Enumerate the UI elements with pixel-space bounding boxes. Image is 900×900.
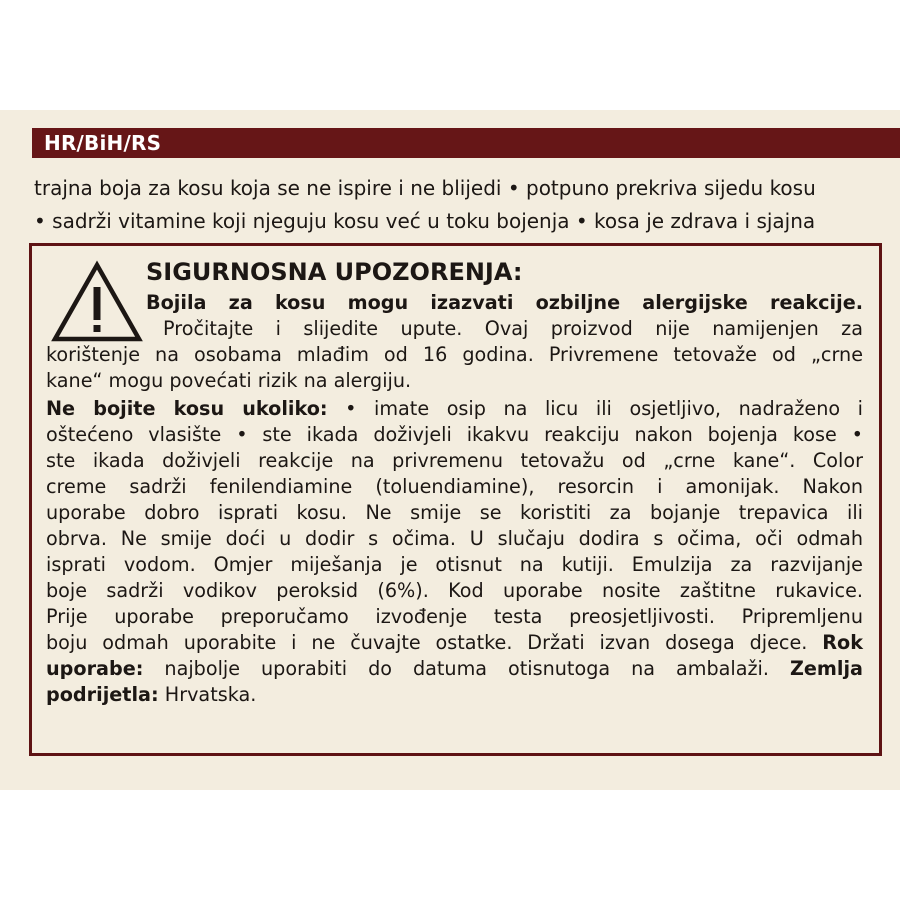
allergy-heading: Bojila za kosu mogu izazvati ozbiljne alergijske reakcije.: [146, 291, 863, 314]
warning-text-line: uporabe dobro isprati kosu. Ne smije se koristiti za bojanje trepavica ili: [46, 501, 863, 524]
warning-title: SIGURNOSNA UPOZORENJA:: [146, 258, 523, 286]
expiry-line: [46, 656, 863, 682]
benefit-line: trajna boja za kosu koja se ne ispire i ne blijedi • potpuno prekriva sijedu kosu: [34, 176, 816, 200]
product-benefits: [34, 172, 884, 238]
language-label: HR/BiH/RS: [44, 131, 162, 155]
warning-triangle-icon: [50, 260, 144, 344]
warning-text-line: ste ikada doživjeli reakcije na privremenu tetovažu od „crne kane“. Color: [46, 449, 863, 472]
warning-text-line: creme sadrži fenilendiamine (toluendiamine), resorcin i amonijak. Nakon: [46, 475, 863, 498]
expiry-label: uporabe:: [46, 657, 144, 680]
warning-text-line: Prije uporabe preporučamo izvođenje testa preosjetljivosti. Pripremljenu: [46, 605, 863, 628]
safety-warning-box: [29, 243, 882, 756]
benefit-line: • sadrži vitamine koji njeguju kosu već u toku bojenja • kosa je zdrava i sjajna: [34, 209, 816, 233]
origin-line: [46, 682, 863, 708]
warning-text-line: boje sadrži vodikov peroksid (6%). Kod uporabe nosite zaštitne rukavice.: [46, 579, 863, 602]
warning-text-line: oštećeno vlasište • ste ikada doživjeli ikakvu reakciju nakon bojenja kose •: [46, 423, 863, 446]
product-label: [0, 110, 900, 790]
do-not-label: Ne bojite kosu ukoliko:: [46, 397, 328, 420]
warning-text-line: isprati vodom. Omjer miješanja je otisnut na kutiji. Emulzija za razvijanje: [46, 553, 863, 576]
warning-text-line: Pročitajte i slijedite upute. Ovaj proizvod nije namijenjen za: [163, 317, 863, 340]
origin-label: podrijetla:: [46, 683, 159, 706]
storage-text: boju odmah uporabite i ne čuvajte ostatke. Držati izvan dosega djece.: [46, 631, 808, 654]
contraindication-text: • imate osip na licu ili osjetljivo, nadraženo i: [345, 397, 863, 420]
contraindications-line: [46, 396, 863, 422]
language-header-band: [32, 128, 900, 158]
expiry-label: Rok: [822, 631, 863, 654]
expiry-text: najbolje uporabiti do datuma otisnutoga na ambalaži.: [164, 657, 769, 680]
warning-text-line: [46, 630, 863, 656]
warning-text-line: korištenje na osobama mlađim od 16 godina. Privremene tetovaže od „crne: [46, 343, 863, 366]
origin-value: Hrvatska.: [164, 683, 257, 706]
origin-label: Zemlja: [789, 657, 863, 680]
warning-text-line: kane“ mogu povećati rizik na alergiju.: [46, 369, 412, 392]
warning-text-line: obrva. Ne smije doći u dodir s očima. U slučaju dodira s očima, oči odmah: [46, 527, 863, 550]
